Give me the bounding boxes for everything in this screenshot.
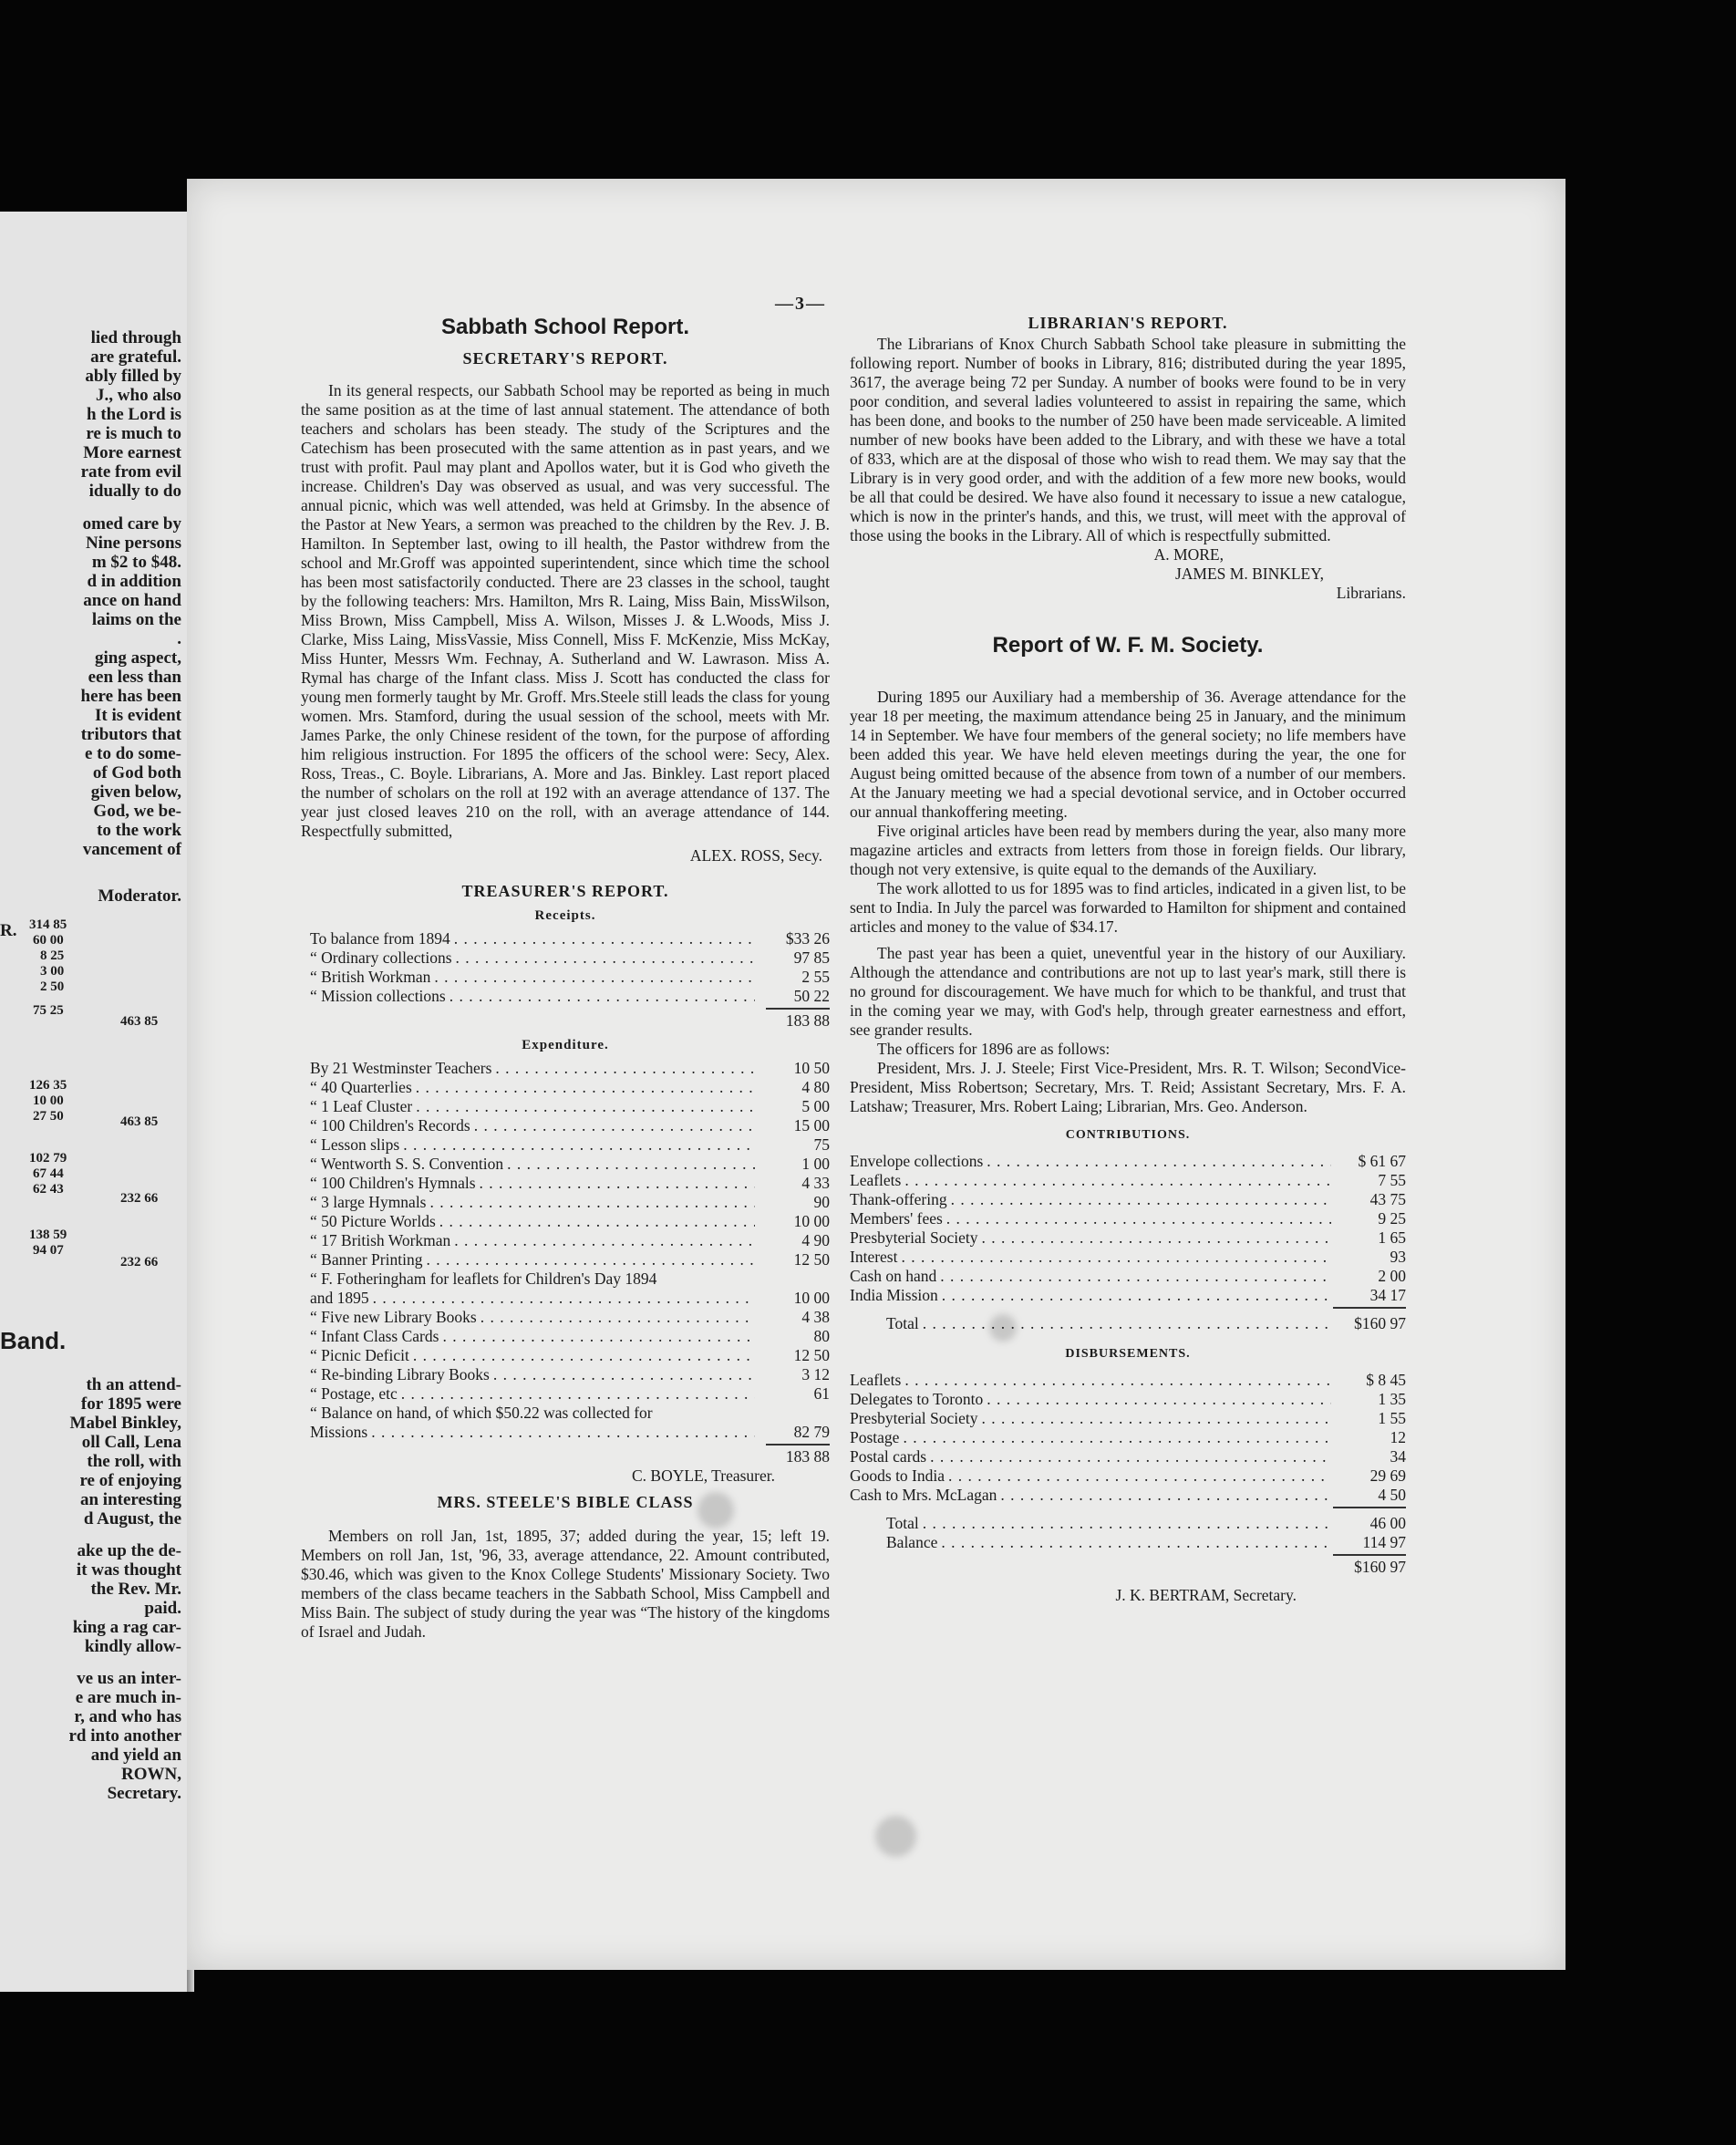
- left-page-number: 463 85: [120, 1114, 159, 1129]
- ledger-row: [310, 948, 830, 968]
- balance-label: Balance: [886, 1533, 938, 1551]
- left-page-line: Secretary.: [107, 1784, 181, 1803]
- bible-class-heading: MRS. STEELE'S BIBLE CLASS: [437, 1493, 694, 1511]
- expenditure-heading: Expenditure.: [522, 1038, 609, 1052]
- left-page-number: 62 43: [33, 1182, 64, 1197]
- left-page-line: vancement of: [82, 840, 181, 859]
- ledger-label: Interest: [850, 1248, 898, 1266]
- contributions-list: [850, 1152, 1406, 1305]
- left-page-line: to the work: [97, 821, 181, 840]
- ledger-label: “ Postage, etc: [310, 1384, 398, 1403]
- ledger-label: Presbyterial Society: [850, 1409, 978, 1427]
- left-page-line: omed care by: [82, 514, 181, 534]
- ledger-row: [310, 1327, 830, 1346]
- ledger-amount: 34: [1390, 1447, 1406, 1466]
- bible-class-text: Members on roll Jan, 1st, 1895, 37; added during the year, 15; left 19. Members on roll Jan, 1st, '96, 33, average attendance, 22. Amount contributed, $30.46, which was given to the Knox College Students' Missionary Society. Two members of the class became teachers in the Sabbath School, Miss Campbell and Miss Bain. The subject of study during the year was “The history of the kingdoms of Israel and Judah.: [301, 1527, 830, 1641]
- ledger-row: [310, 1269, 830, 1289]
- wfm-paragraph-4: The past year has been a quiet, uneventful year in the history of our Auxiliary. Although the attendance and contributions are not up to last year's mark, still there is no ground for discouragement. We have much for which to be thankful, and trust that in the coming year we may, with God's help, through greater earnestness and effort, see grander results.: [850, 944, 1406, 1039]
- disbursements-total-label: Total: [886, 1514, 919, 1532]
- left-page-line: een less than: [88, 668, 181, 687]
- ledger-row: [310, 1250, 830, 1269]
- left-page-number: 232 66: [120, 1191, 159, 1206]
- ledger-label: Cash on hand: [850, 1267, 937, 1285]
- ledger-label: “ British Workman: [310, 968, 431, 986]
- ledger-amount: 2 55: [801, 968, 830, 986]
- left-page-line: the Rev. Mr.: [90, 1580, 181, 1599]
- left-page-line: the roll, with: [87, 1452, 181, 1471]
- receipts-list: [301, 929, 830, 1006]
- ledger-amount: 7 55: [1378, 1171, 1406, 1189]
- ledger-amount: 1 00: [801, 1155, 830, 1173]
- left-page-line: re is much to: [86, 424, 181, 443]
- rule: [766, 1444, 830, 1446]
- secretary-report-heading: SECRETARY'S REPORT.: [462, 349, 668, 368]
- ledger-row: [850, 1447, 1406, 1466]
- left-page-line: re of enjoying: [79, 1471, 181, 1490]
- wfm-report-title: Report of W. F. M. Society.: [992, 633, 1264, 658]
- ledger-amount: 3 12: [801, 1365, 830, 1383]
- left-page-line: d August, the: [83, 1509, 181, 1528]
- ledger-row: [850, 1248, 1406, 1267]
- ledger-label: “ Balance on hand, of which $50.22 was collected for: [310, 1404, 653, 1422]
- ledger-amount: 12 50: [793, 1346, 830, 1364]
- ledger-amount: 50 22: [793, 987, 830, 1005]
- ledger-amount: 2 00: [1378, 1267, 1406, 1285]
- ledger-amount: 4 38: [801, 1308, 830, 1326]
- left-page-line: here has been: [80, 687, 181, 706]
- left-page-line: given below,: [90, 782, 181, 802]
- ledger-label: “ 50 Picture Worlds: [310, 1212, 436, 1230]
- contributions-total-label: Total: [886, 1314, 919, 1332]
- ledger-label: India Mission: [850, 1286, 938, 1304]
- ledger-row: [310, 1404, 830, 1423]
- treasurer-report-heading: TREASURER'S REPORT.: [461, 882, 669, 900]
- ledger-label: “ Five new Library Books: [310, 1308, 477, 1326]
- ledger-label: “ Infant Class Cards: [310, 1327, 439, 1345]
- ledger-label: “ Lesson slips: [310, 1135, 400, 1154]
- left-page-line: tributors that: [80, 725, 181, 744]
- ledger-label: Delegates to Toronto: [850, 1390, 984, 1408]
- ledger-label: “ 40 Quarterlies: [310, 1078, 412, 1096]
- rule: [1333, 1554, 1406, 1556]
- disbursements-heading: DISBURSEMENTS.: [1065, 1347, 1191, 1361]
- librarian-signature-1: A. MORE,: [1153, 545, 1224, 564]
- left-page-line: r, and who has: [74, 1707, 181, 1726]
- ledger-row: [310, 1346, 830, 1365]
- ledger-row: [310, 1097, 830, 1116]
- ledger-row: [310, 1365, 830, 1384]
- left-page-number: 10 00: [33, 1093, 64, 1108]
- ledger-amount: 1 55: [1378, 1409, 1406, 1427]
- ledger-row: [310, 1135, 830, 1155]
- ledger-label: Goods to India: [850, 1466, 946, 1485]
- left-page-line: e to do some-: [84, 744, 181, 763]
- left-page-line: lied through: [90, 328, 181, 347]
- left-page-number: 75 25: [33, 1003, 64, 1018]
- disbursements-list: [850, 1371, 1406, 1505]
- ledger-row: [850, 1428, 1406, 1447]
- left-page-line: d in addition: [87, 572, 181, 591]
- wfm-paragraph-3: The work allotted to us for 1895 was to find articles, indicated in a given list, to be sent to India. In July the parcel was forwarded to Hamilton for shipment and contained articles and money to the value of $34.17.: [850, 879, 1406, 936]
- left-page-line: an interesting: [79, 1490, 181, 1509]
- ledger-amount: 9 25: [1378, 1209, 1406, 1228]
- left-page-line: king a rag car-: [72, 1618, 181, 1637]
- left-page-number: 314 85: [29, 917, 67, 932]
- ledger-row: [310, 987, 830, 1006]
- left-page-line: .: [177, 629, 181, 648]
- left-page-line: rate from evil: [80, 462, 181, 482]
- left-page-number: 2 50: [40, 979, 65, 994]
- sabbath-report-title: Sabbath School Report.: [440, 315, 689, 339]
- wfm-paragraph-2: Five original articles have been read by members during the year, also many more magazine articles and extracts from letters from those in foreign fields. Our library, though not very extensive, is quite equal to the demands of the Auxiliary.: [850, 822, 1406, 878]
- ledger-row: [310, 1231, 830, 1250]
- ink-blot: [875, 1816, 916, 1857]
- left-page-line: God, we be-: [93, 802, 181, 821]
- ledger-row: [850, 1171, 1406, 1190]
- left-page-line: for 1895 were: [80, 1394, 181, 1414]
- ledger-label: “ Wentworth S. S. Convention: [310, 1155, 504, 1173]
- ledger-label: “ 100 Children's Records: [310, 1116, 470, 1135]
- left-page-line: oll Call, Lena: [81, 1433, 181, 1452]
- ledger-row: [310, 1059, 830, 1078]
- ledger-label: Postage: [850, 1428, 900, 1446]
- left-page-number: 67 44: [33, 1166, 64, 1181]
- ledger-label: “ Picnic Deficit: [310, 1346, 409, 1364]
- left-page-number: 60 00: [33, 933, 64, 948]
- ledger-label: By 21 Westminster Teachers: [310, 1059, 492, 1077]
- left-page-number: 138 59: [29, 1228, 67, 1242]
- ledger-label: “ 3 large Hymnals: [310, 1193, 427, 1211]
- ledger-row: [850, 1371, 1406, 1390]
- left-page-line: J., who also: [96, 386, 181, 405]
- contributions-total: $160 97: [1354, 1314, 1406, 1332]
- page-number: —3—: [775, 294, 826, 314]
- ledger-amount: 34 17: [1369, 1286, 1406, 1304]
- ledger-amount: 4 90: [801, 1231, 830, 1249]
- left-page-number: 232 66: [120, 1255, 159, 1269]
- left-page-line: Mabel Binkley,: [69, 1414, 181, 1433]
- ledger-row: [310, 968, 830, 987]
- ledger-row: [850, 1466, 1406, 1486]
- ledger-amount: 80: [813, 1327, 830, 1345]
- ledger-amount: 4 33: [801, 1174, 830, 1192]
- left-page-number: 27 50: [33, 1109, 64, 1124]
- ledger-label: “ 100 Children's Hymnals: [310, 1174, 476, 1192]
- ledger-amount: 97 85: [793, 948, 830, 967]
- ledger-row: [310, 1308, 830, 1327]
- ledger-row: [310, 1078, 830, 1097]
- left-page-number: 8 25: [40, 948, 65, 963]
- left-page-line: ance on hand: [83, 591, 181, 610]
- left-page-line: h the Lord is: [87, 405, 181, 424]
- secretary-report-text: In its general respects, our Sabbath School may be reported as being in much the same position as at the time of last annual statement. The attendance of both teachers and scholars has been steady. The study of the Scriptures and the Catechism has been prosecuted with the same attention as in past years, and we trust with profit. Paul may plant and Apollos water, but it is God who giveth the increase. Children's Day was observed as usual, and was very successful. The annual picnic, which was well attended, was held at Grimsby. In the absence of the Pastor at New Years, a sermon was preached to the children by the Rev. J. B. Hamilton. In September last, owing to ill health, the Pastor withdrew from the school and Mr.Groff was appointed superintendent, since which time the school has been most satisfactorily conducted. There are 23 classes in the school, taught by the following teachers: Mrs. Hamilton, Mrs R. Laing, Miss Bain, MissWilson, Miss Brown, Miss Campbell, Miss A. Wilson, Misses J. & L.Woods, Miss J. Clarke, Miss Laing, MissVassie, Miss Connell, Miss F. McKenzie, Miss McKay, Miss Hunter, Messrs Wm. Fechnay, A. Sutherland and W. Lawrason. Miss A. Rymal has charge of the Infant class. Miss J. Scott has conducted the class for young men formerly taught by Mr. Groff. Mrs.Steele still leads the class for young women. Mrs. Stamford, during the usual session of the school, meets with Mr. James Parke, the only Chinese resident of the town, for the purpose of affording him religious instruction. For 1895 the officers of the school were: Secy, Alex. Ross, Treas., C. Boyle. Librarians, A. More and Jas. Binkley. Last report placed the number of scholars on the roll at 192 with an average attendance of 137. The year just closed leaves 210 on the roll, with an average attendance of 144. Respectfully submitted,: [301, 381, 830, 840]
- ledger-row: [850, 1209, 1406, 1228]
- ledger-label: Leaflets: [850, 1171, 902, 1189]
- ledger-row: [850, 1228, 1406, 1248]
- left-page-line: it was thought: [76, 1560, 181, 1580]
- left-page-line: R.: [0, 921, 17, 940]
- ledger-amount: 12 50: [793, 1250, 830, 1269]
- ledger-row: [850, 1486, 1406, 1505]
- ledger-label: “ 17 British Workman: [310, 1231, 451, 1249]
- left-page-number: 102 79: [29, 1151, 67, 1166]
- contributions-heading: CONTRIBUTIONS.: [1065, 1128, 1191, 1142]
- left-page-line: ging aspect,: [95, 648, 181, 668]
- ledger-amount: $33 26: [785, 929, 830, 948]
- left-page-line: e are much in-: [75, 1688, 181, 1707]
- ledger-row: [310, 1384, 830, 1404]
- librarian-report-text: The Librarians of Knox Church Sabbath School take pleasure in submitting the following report. Number of books in Library, 816; distributed during the year 1895, 3617, the average being 72 per Sunday. A number of books were found to be in very poor condition, and several ladies volunteered to assist in repairing the same, which has been done, and books to the number of 250 have been made serviceable. A limited number of new books have been added to the Library, and with these we have a total of 833, which are at the disposal of those who wish to read them. We may say that the Library is in very good order, and with the addition of a few more new books, would be all that could be desired. We have also found it necessary to issue a new catalogue, which is now in the printer's hands, and this, we trust, will meet with the approval of those using the books in the Library. All of which is respectfully submitted.: [850, 335, 1406, 544]
- ledger-row: [310, 929, 830, 948]
- ledger-amount: 15 00: [793, 1116, 830, 1135]
- left-page-line: are grateful.: [90, 347, 181, 367]
- ledger-label: Envelope collections: [850, 1152, 984, 1170]
- left-page-line: Moderator.: [98, 886, 181, 906]
- ledger-row: [850, 1390, 1406, 1409]
- ledger-row: [310, 1423, 830, 1442]
- left-page-fragment: [0, 212, 187, 1992]
- librarian-signature-3: Librarians.: [1336, 584, 1406, 602]
- librarian-report-heading: LIBRARIAN'S REPORT.: [1028, 314, 1228, 332]
- wfm-paragraph-5: The officers for 1896 are as follows:: [877, 1040, 1111, 1058]
- left-page-number: 463 85: [120, 1014, 159, 1029]
- ledger-label: “ Ordinary collections: [310, 948, 452, 967]
- grand-total: $160 97: [1354, 1558, 1406, 1576]
- rule: [766, 1008, 830, 1010]
- receipts-heading: Receipts.: [534, 908, 596, 923]
- left-page-line: Band.: [0, 1327, 67, 1354]
- left-page-line: ve us an inter-: [77, 1669, 181, 1688]
- ledger-amount: 43 75: [1369, 1190, 1406, 1208]
- ledger-amount: 93: [1390, 1248, 1406, 1266]
- balance-amount: 114 97: [1362, 1533, 1406, 1551]
- left-page-line: More earnest: [83, 443, 181, 462]
- ledger-amount: 4 80: [801, 1078, 830, 1096]
- left-page-number: 94 07: [33, 1243, 64, 1258]
- ledger-amount: 4 50: [1378, 1486, 1406, 1504]
- ledger-amount: 90: [813, 1193, 830, 1211]
- ledger-amount: 10 50: [793, 1059, 830, 1077]
- ledger-amount: 12: [1390, 1428, 1406, 1446]
- ledger-amount: $ 8 45: [1366, 1371, 1406, 1389]
- ledger-row: [310, 1193, 830, 1212]
- ledger-row: [850, 1190, 1406, 1209]
- ledger-label: Members' fees: [850, 1209, 943, 1228]
- ledger-label: Postal cards: [850, 1447, 927, 1466]
- ledger-row: [850, 1409, 1406, 1428]
- treasurer-signature: C. BOYLE, Treasurer.: [631, 1466, 775, 1485]
- librarian-signature-2: JAMES M. BINKLEY,: [1174, 565, 1324, 583]
- right-column: [850, 314, 1406, 1605]
- left-page-line: kindly allow-: [84, 1637, 181, 1656]
- ledger-amount: 10 00: [793, 1212, 830, 1230]
- ledger-label: “ Mission collections: [310, 987, 446, 1005]
- ledger-label: “ 1 Leaf Cluster: [310, 1097, 413, 1115]
- left-page-line: th an attend-: [86, 1375, 181, 1394]
- ledger-row: [850, 1152, 1406, 1171]
- ledger-row: [310, 1155, 830, 1174]
- expenditure-list: [301, 1059, 830, 1442]
- ledger-amount: 10 00: [793, 1289, 830, 1307]
- ledger-row: [310, 1212, 830, 1231]
- ledger-row: [310, 1174, 830, 1193]
- left-page-line: ably filled by: [85, 367, 181, 386]
- ledger-amount: $ 61 67: [1358, 1152, 1406, 1170]
- ledger-label: “ Re-binding Library Books: [310, 1365, 490, 1383]
- left-page-number: 126 35: [29, 1078, 67, 1093]
- left-page-line: laims on the: [91, 610, 181, 629]
- left-page-line: Nine persons: [85, 534, 181, 553]
- left-page-line: and yield an: [90, 1746, 181, 1765]
- ledger-label: “ Banner Printing: [310, 1250, 423, 1269]
- ledger-amount: 61: [813, 1384, 830, 1403]
- ledger-amount: 82 79: [793, 1423, 830, 1441]
- ledger-row: [310, 1289, 830, 1308]
- receipts-total: 183 88: [785, 1011, 830, 1030]
- ledger-row: [310, 1116, 830, 1135]
- sabbath-school-column: [301, 317, 830, 1642]
- ledger-label: Leaflets: [850, 1371, 902, 1389]
- ledger-amount: 1 35: [1378, 1390, 1406, 1408]
- expenditure-total: 183 88: [785, 1447, 830, 1466]
- rule: [1333, 1307, 1406, 1309]
- ledger-label: To balance from 1894: [310, 929, 450, 948]
- wfm-paragraph-6: President, Mrs. J. J. Steele; First Vice-President, Mrs. R. T. Wilson; SecondVice-President, Miss Robertson; Secretary, Mrs. T. Reid; Assistant Secretary, Mrs. F. A. Latshaw; Treasurer, Mrs. Robert Laing; Librarian, Mrs. Geo. Anderson.: [850, 1059, 1406, 1115]
- left-page-line: rd into another: [68, 1726, 181, 1746]
- left-page-line: idually to do: [88, 482, 181, 501]
- ledger-row: [850, 1267, 1406, 1286]
- wfm-secretary-signature: J. K. BERTRAM, Secretary.: [1115, 1586, 1297, 1604]
- ledger-amount: 5 00: [801, 1097, 830, 1115]
- left-page-line: It is evident: [95, 706, 181, 725]
- ledger-row: [850, 1286, 1406, 1305]
- ledger-label: “ F. Fotheringham for leaflets for Children's Day 1894: [310, 1269, 657, 1288]
- left-page-line: of God both: [92, 763, 181, 782]
- ledger-amount: 75: [813, 1135, 830, 1154]
- ledger-label: Cash to Mrs. McLagan: [850, 1486, 997, 1504]
- ledger-label: and 1895: [310, 1289, 369, 1307]
- left-page-line: ROWN,: [121, 1765, 181, 1784]
- ledger-label: Presbyterial Society: [850, 1228, 978, 1247]
- secretary-signature: ALEX. ROSS, Secy.: [689, 846, 822, 865]
- rule: [1333, 1507, 1406, 1508]
- left-page-number: 3 00: [40, 964, 65, 979]
- disbursements-total: 46 00: [1369, 1514, 1406, 1532]
- left-page-line: paid.: [144, 1599, 181, 1618]
- ledger-label: Missions: [310, 1423, 368, 1441]
- ledger-amount: 1 65: [1378, 1228, 1406, 1247]
- left-page-line: ake up the de-: [77, 1541, 181, 1560]
- ledger-label: Thank-offering: [850, 1190, 947, 1208]
- wfm-paragraph-1: During 1895 our Auxiliary had a membership of 36. Average attendance for the year 18 per meeting, the maximum attendance being 25 in January, and the minimum 14 in September. We have four members of the general society; no life members have been added this year. We have held eleven meetings during the year, the one for August being omitted because of the absence from town of a number of our members. At the January meeting we had a special devotional service, and in October occurred our annual thankoffering meeting.: [850, 688, 1406, 821]
- ledger-amount: 29 69: [1369, 1466, 1406, 1485]
- left-page-line: m $2 to $48.: [91, 553, 181, 572]
